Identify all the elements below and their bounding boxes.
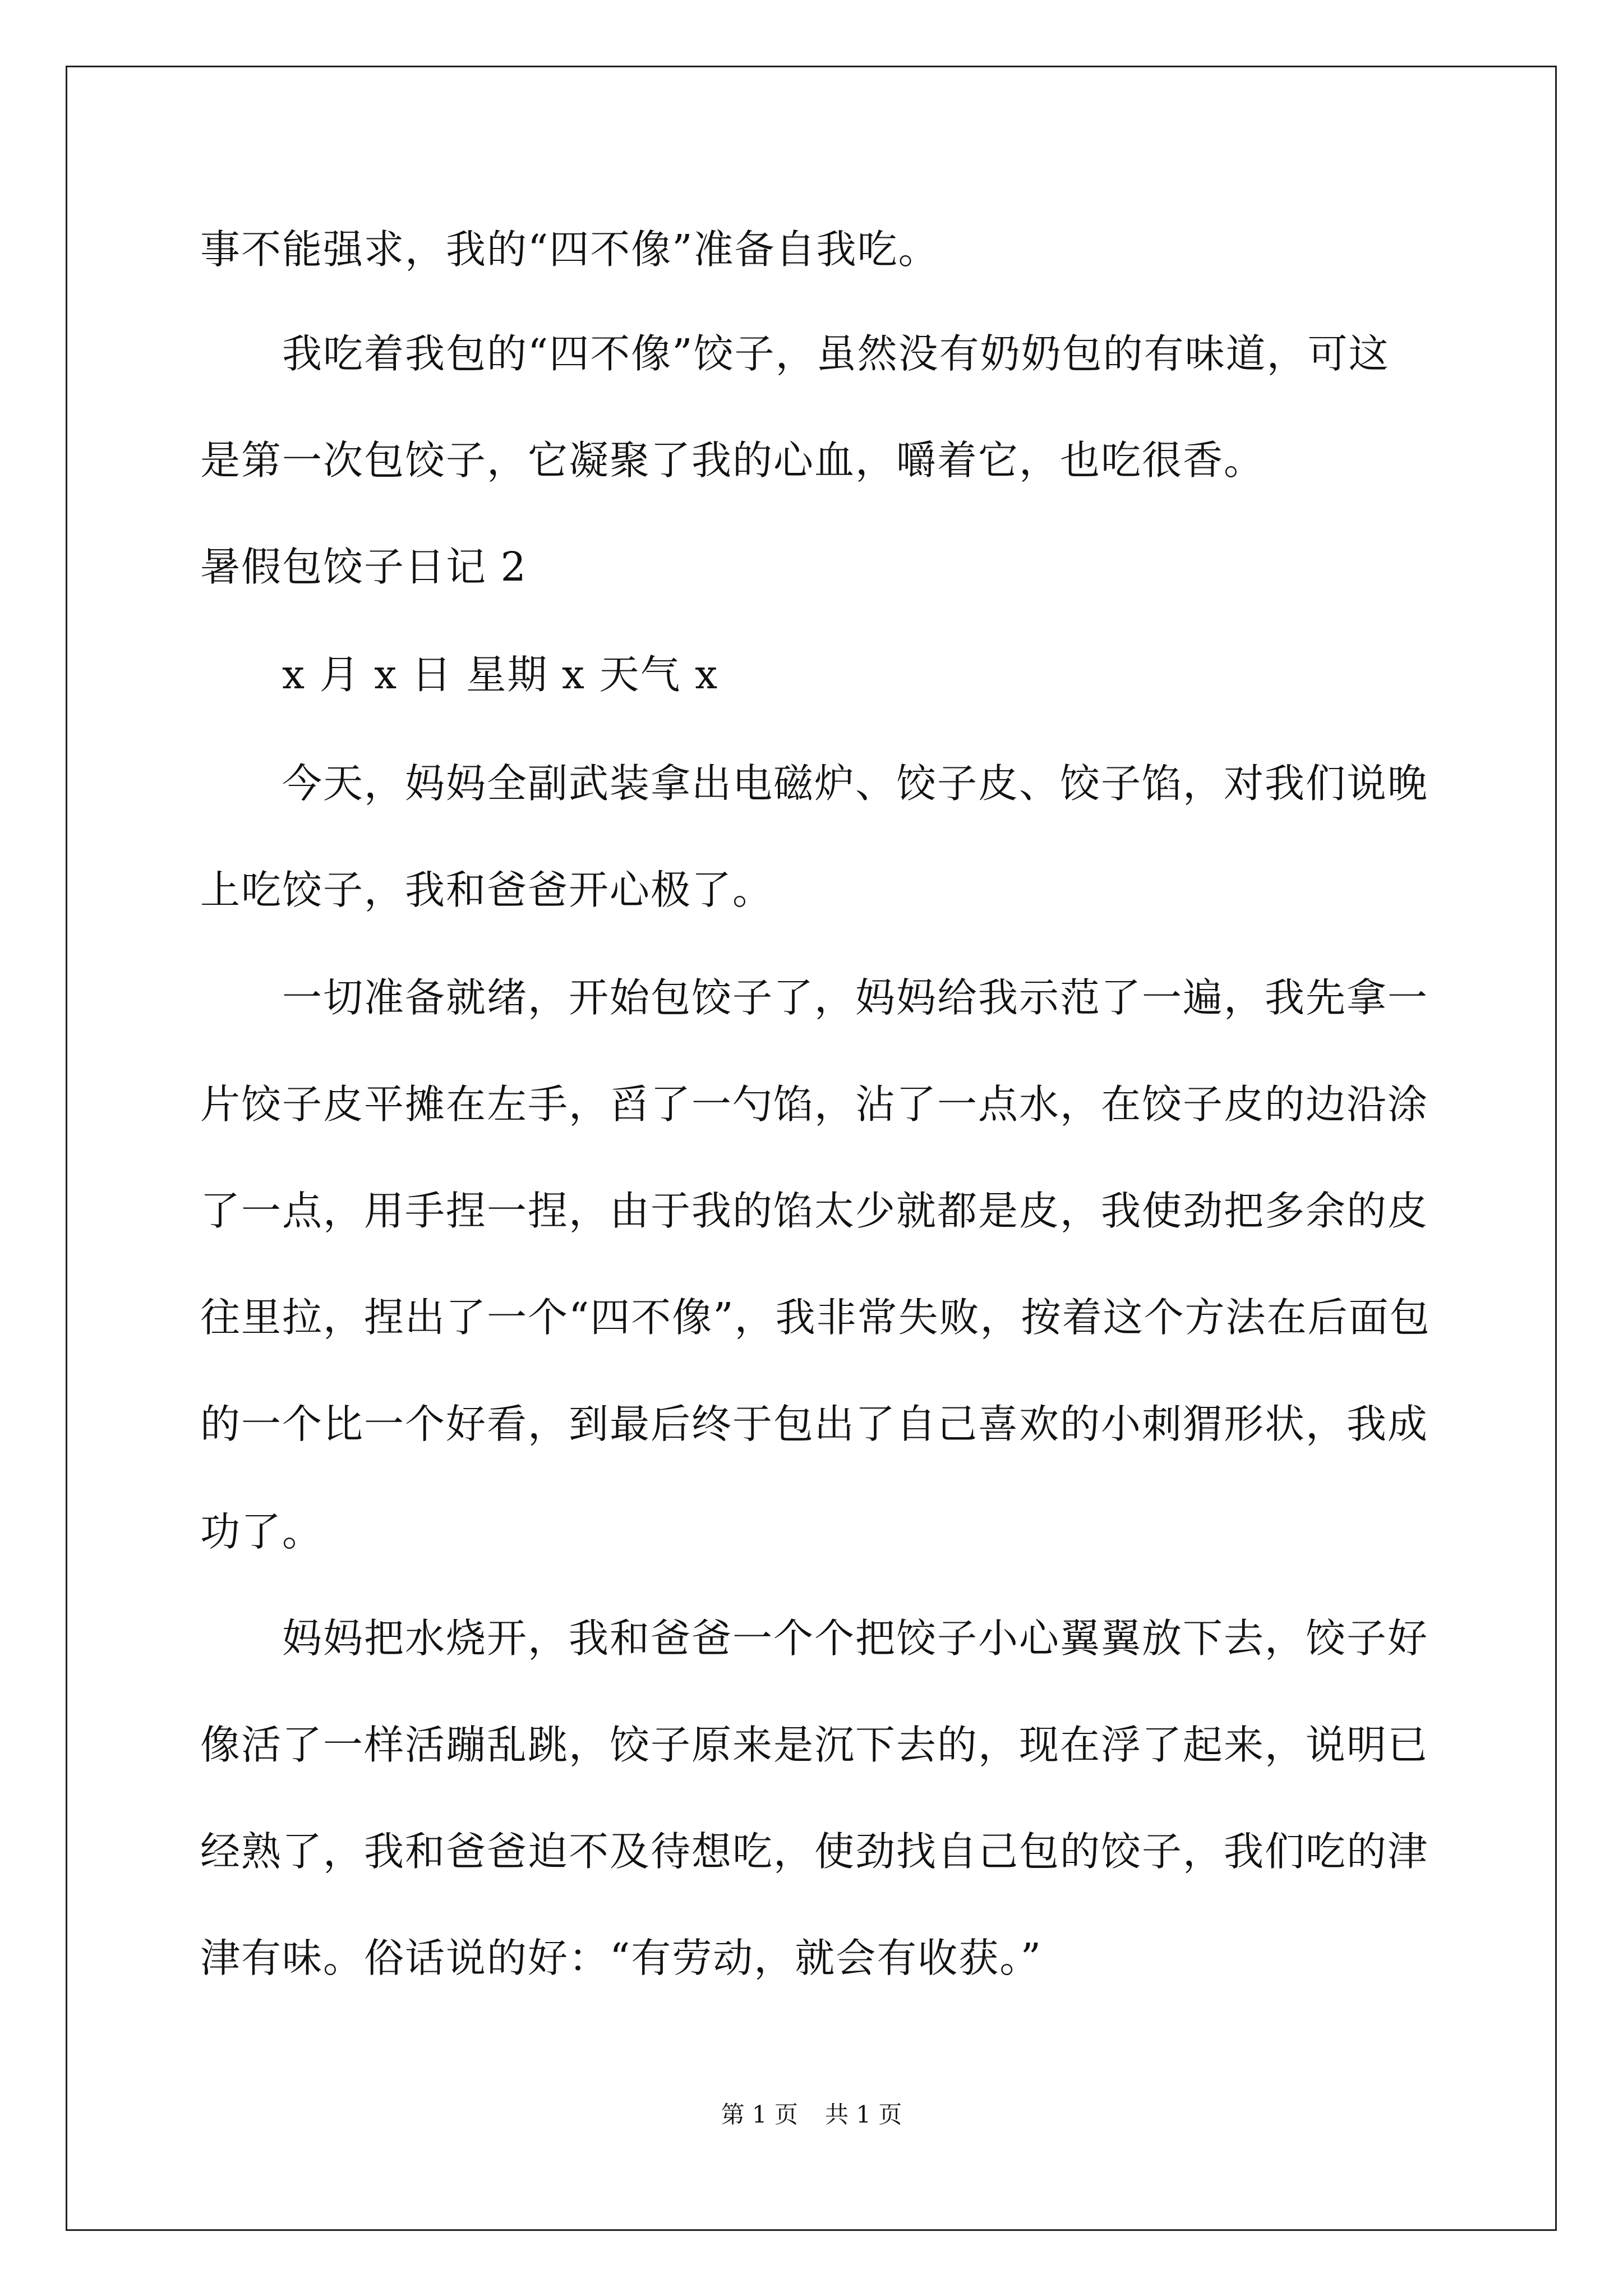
text-line: 经熟了，我和爸爸迫不及待想吃，使劲找自己包的饺子，我们吃的津 (200, 1828, 1429, 1875)
date-line: x 月 x 日 星期 x 天气 x (282, 651, 719, 698)
page-number: 第 1 页 (721, 2101, 798, 2128)
text-line: 妈妈把水烧开，我和爸爸一个个把饺子小心翼翼放下去，饺子好 (282, 1615, 1429, 1662)
text-line: 一切准备就绪，开始包饺子了，妈妈给我示范了一遍，我先拿一 (282, 974, 1429, 1021)
page-footer (0, 2098, 1623, 2132)
text-line: 今天，妈妈全副武装拿出电磁炉、饺子皮、饺子馅，对我们说晚 (282, 760, 1429, 807)
text-line: 津有味。俗话说的好：“有劳动，就会有收获。” (200, 1935, 1043, 1981)
page-border (66, 66, 1557, 2231)
text-line: 功了。 (200, 1508, 324, 1555)
text-line: 我吃着我包的“四不像”饺子，虽然没有奶奶包的有味道，可这 (282, 330, 1390, 377)
text-line: 像活了一样活蹦乱跳，饺子原来是沉下去的，现在浮了起来，说明已 (200, 1722, 1429, 1768)
page-total: 共 1 页 (825, 2101, 902, 2128)
section-heading: 暑假包饺子日记 2 (200, 544, 527, 590)
text-line: 事不能强求，我的“四不像”准备自我吃。 (200, 226, 939, 273)
text-line: 片饺子皮平摊在左手，舀了一勺馅，沾了一点水，在饺子皮的边沿涂 (200, 1081, 1429, 1128)
text-line: 上吃饺子，我和爸爸开心极了。 (200, 867, 774, 913)
text-line: 的一个比一个好看，到最后终于包出了自己喜欢的小刺猬形状，我成 (200, 1401, 1429, 1447)
text-line: 是第一次包饺子，它凝聚了我的心血，嚼着它，也吃很香。 (200, 437, 1265, 484)
text-line: 往里拉，捏出了一个“四不像”，我非常失败，按着这个方法在后面包 (200, 1294, 1431, 1341)
text-line: 了一点，用手捏一捏，由于我的馅太少就都是皮，我使劲把多余的皮 (200, 1188, 1429, 1234)
